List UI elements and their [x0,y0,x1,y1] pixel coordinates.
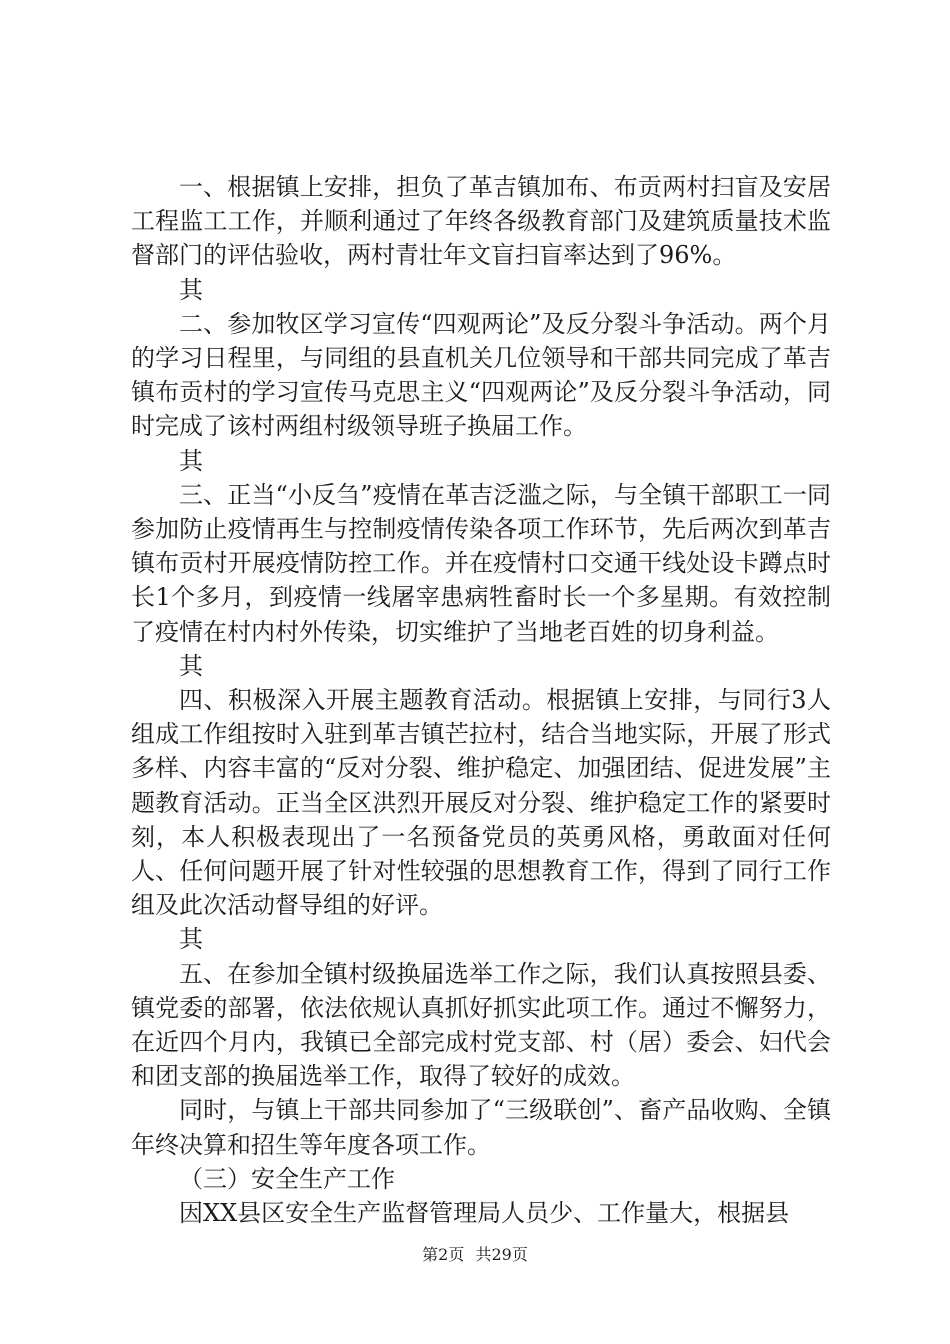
paragraph-item-5: 五、在参加全镇村级换届选举工作之际，我们认真按照县委、镇党委的部署，依法依规认真抓好抓实此项工作。通过不懈努力，在近四个月内，我镇已全部完成村党支部、村（居）委会、妇代会和团支部的换届选举工作，取得了较好的成效。 [131,959,831,1091]
section-heading-safety: （三）安全生产工作 [179,1164,395,1193]
document-body [131,170,831,1230]
page-total: 共29页 [475,1245,528,1264]
paragraph-other-work: 同时，与镇上干部共同参加了“三级联创”、畜产品收购、全镇年终决算和招生等年度各项工作。 [131,1096,831,1159]
paragraph-item-3: 三、正当“小反刍”疫情在革吉泛滥之际，与全镇干部职工一同参加防止疫情再生与控制疫情传染各项工作环节，先后两次到革吉镇布贡村开展疫情防控工作。并在疫情村口交通干线处设卡蹲点时长1个多月，到疫情一线屠宰患病牲畜时长一个多星期。有效控制了疫情在村内村外传染，切实维护了当地老百姓的切身利益。 [131,480,831,646]
page-number: 第2页 [422,1245,465,1264]
page-footer [0,1242,950,1265]
paragraph-fragment: 其 [179,275,203,304]
paragraph-item-4: 四、积极深入开展主题教育活动。根据镇上安排，与同行3人组成工作组按时入驻到革吉镇芒拉村，结合当地实际，开展了形式多样、内容丰富的“反对分裂、维护稳定、加强团结、促进发展”主题教育活动。正当全区洪烈开展反对分裂、维护稳定工作的紧要时刻，本人积极表现出了一名预备党员的英勇风格，勇敢面对任何人、任何问题开展了针对性较强的思想教育工作，得到了同行工作组及此次活动督导组的好评。 [131,686,831,920]
paragraph-item-2: 二、参加牧区学习宣传“四观两论”及反分裂斗争活动。两个月的学习日程里，与同组的县直机关几位领导和干部共同完成了革吉镇布贡村的学习宣传马克思主义“四观两论”及反分裂斗争活动，同时完成了该村两组村级领导班子换届工作。 [131,309,831,441]
paragraph-fragment: 其 [179,446,203,475]
paragraph-safety-intro: 因XX县区安全生产监督管理局人员少、工作量大，根据县 [179,1199,790,1228]
paragraph-item-1: 一、根据镇上安排，担负了革吉镇加布、布贡两村扫盲及安居工程监工工作，并顺利通过了年终各级教育部门及建筑质量技术监督部门的评估验收，两村青壮年文盲扫盲率达到了96%。 [131,173,831,270]
paragraph-fragment: 其 [179,651,203,680]
paragraph-fragment: 其 [179,925,203,954]
